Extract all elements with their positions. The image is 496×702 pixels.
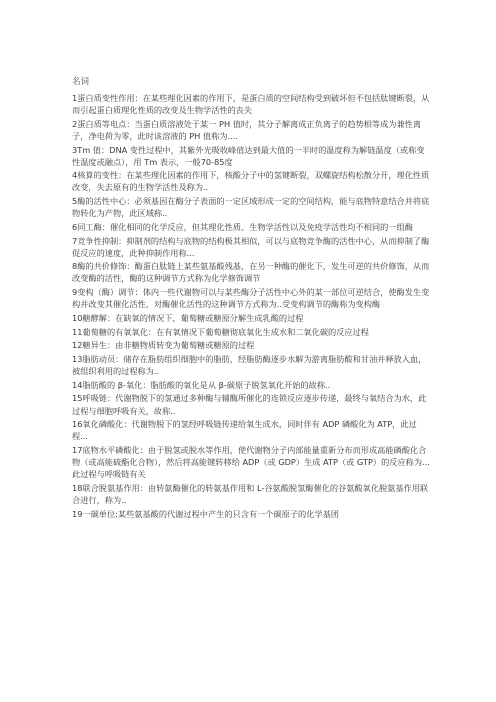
glossary-entry — [72, 221, 430, 233]
entry-text: 酶的活性中心：必须基因在酶分子表面的一定区域形成一定的空间结构，能与底物特意结合并将底物转化为产物，此区域称.. — [72, 196, 430, 219]
entry-number: 8 — [72, 261, 78, 272]
entry-text: 呼吸链：代谢物脱下的氢通过多种酶与辅酶所催化的连锁反应逐步传递，最终与氧结合为水，此过程与细胞呼吸有关，故称.. — [72, 393, 427, 416]
entry-number: 2 — [72, 118, 78, 129]
glossary-entry — [72, 444, 430, 480]
entry-text: 氧化磷酸化：代谢物脱下的氢经呼吸链传递给氧生成水，同时伴有 ADP 磷酸化为 ATP，此过程... — [72, 419, 417, 442]
glossary-entry — [72, 144, 430, 168]
glossary-entry — [72, 235, 430, 259]
entry-text: 底物水平磷酸化：由于脱氢或脱水等作用，使代谢物分子内部能量重新分布而形成高能磷酸化合物（或高能硫酯化合物），然后将高能键转移给 ADP（或 GDP）生成 ATP（或 GTP）的反应称为...此过程与呼吸链有关 — [72, 445, 430, 480]
entry-number: 4 — [72, 170, 78, 181]
entry-text: 一碳单位:某些氨基酸的代谢过程中产生的只含有一个碳原子的化学基团 — [82, 508, 339, 519]
entry-number: 9 — [72, 287, 78, 298]
entry-number: 18 — [72, 482, 83, 493]
glossary-entry — [72, 392, 430, 416]
glossary-entry — [72, 312, 430, 324]
entry-text: 蛋白质变性作用：在某些理化因素的作用下，是蛋白质的空间结构受到破坏但不包括肽键断裂，从而引起蛋白质理化性质的改变及生物学活性的丧失 — [72, 93, 430, 116]
entry-text: 联合脱氨基作用：由转氨酶催化的转氨基作用和 L-谷氨酸脱氢酶催化的谷氨酸氧化脱氨基作用联合进行，称为.. — [72, 482, 429, 505]
entry-number: 10 — [72, 312, 83, 323]
glossary-list — [72, 92, 430, 520]
section-heading: 名词 — [72, 77, 90, 87]
entry-text: 葡萄糖的有氧氧化：在有氧情况下葡萄糖彻底氧化生成水和二氧化碳的反应过程 — [82, 326, 369, 337]
entry-text: 竞争性抑制：抑制剂的结构与底物的结构极其相似，可以与底物竞争酶的活性中心，从而抑制了酶促反应的速度，此种抑制作用称... — [72, 235, 430, 258]
glossary-entry — [72, 482, 430, 506]
entry-number: 16 — [72, 419, 83, 430]
glossary-entry — [72, 92, 430, 116]
entry-number: 19 — [72, 508, 83, 519]
glossary-entry — [72, 508, 430, 520]
glossary-entry — [72, 260, 430, 284]
entry-text: 脂肪酸的 β-氧化：脂肪酸的氧化是从 β-碳原子脱氢氧化开始的故称.. — [82, 379, 331, 390]
entry-text: 糖异生：由非糖物质转变为葡萄糖或糖原的过程 — [82, 340, 255, 351]
entry-text: 糖酵解：在缺氧的情况下，葡萄糖或糖原分解生成乳酸的过程 — [82, 312, 304, 323]
glossary-entry — [72, 379, 430, 391]
entry-text: 核算的变性：在某些理化因素的作用下，核酸分子中的氢键断裂，双螺旋结构松散分开，理化性质改变，失去原有的生物学活性及称为.. — [72, 170, 430, 193]
entry-number: 5 — [72, 196, 78, 207]
entry-number: 3 — [72, 144, 78, 155]
entry-text: Tm 值：DNA 变性过程中，其紫外光吸收峰值达到最大值的一半时的温度称为解链温度（或称变性温度或融点），用 Tm 表示，一般70-85度 — [72, 144, 425, 167]
entry-number: 6 — [72, 221, 78, 232]
glossary-entry — [72, 339, 430, 351]
entry-text: 蛋白质等电点：当蛋白质溶液处于某一 PH 值时，其分子解离成正负离子的趋势相等成为兼性离子，净电荷为零，此时该溶液的 PH 值称为.... — [72, 118, 422, 141]
entry-number: 11 — [72, 326, 83, 337]
entry-text: 变构（酶）调节：体内一些代谢物可以与某些酶分子活性中心外的某一部位可逆结合，使酶发生变构并改变其催化活性，对酶催化活性的这种调节方式称为..受变构调节的酶称为变构酶 — [72, 287, 430, 310]
glossary-entry — [72, 353, 430, 377]
glossary-entry — [72, 195, 430, 219]
glossary-entry — [72, 418, 430, 442]
glossary-entry — [72, 118, 430, 142]
entry-number: 14 — [72, 379, 83, 390]
document-page — [72, 76, 430, 521]
entry-number: 15 — [72, 393, 83, 404]
entry-number: 17 — [72, 445, 83, 456]
entry-text: 脂肪动员：储存在脂肪组织细胞中的脂肪，经脂肪酶逐步水解为游离脂肪酸和甘油并释放入血，被组织利用的过程称为.. — [72, 354, 427, 377]
entry-text: 同工酶：催化相同的化学反应，但其理化性质、生物学活性以及免疫学活性均不相同的一组酶 — [77, 221, 413, 232]
entry-number: 12 — [72, 340, 83, 351]
entry-number: 7 — [72, 235, 78, 246]
glossary-entry — [72, 169, 430, 193]
entry-text: 酶的共价修饰：酶蛋白肽链上某些氨基酸残基，在另一种酶的催化下，发生可逆的共价修饰，从而改变酶的活性，酶的这种调节方式称为化学修饰调节 — [72, 261, 430, 284]
entry-number: 13 — [72, 354, 83, 364]
glossary-entry — [72, 326, 430, 338]
entry-number: 1 — [72, 93, 78, 103]
glossary-entry — [72, 286, 430, 310]
